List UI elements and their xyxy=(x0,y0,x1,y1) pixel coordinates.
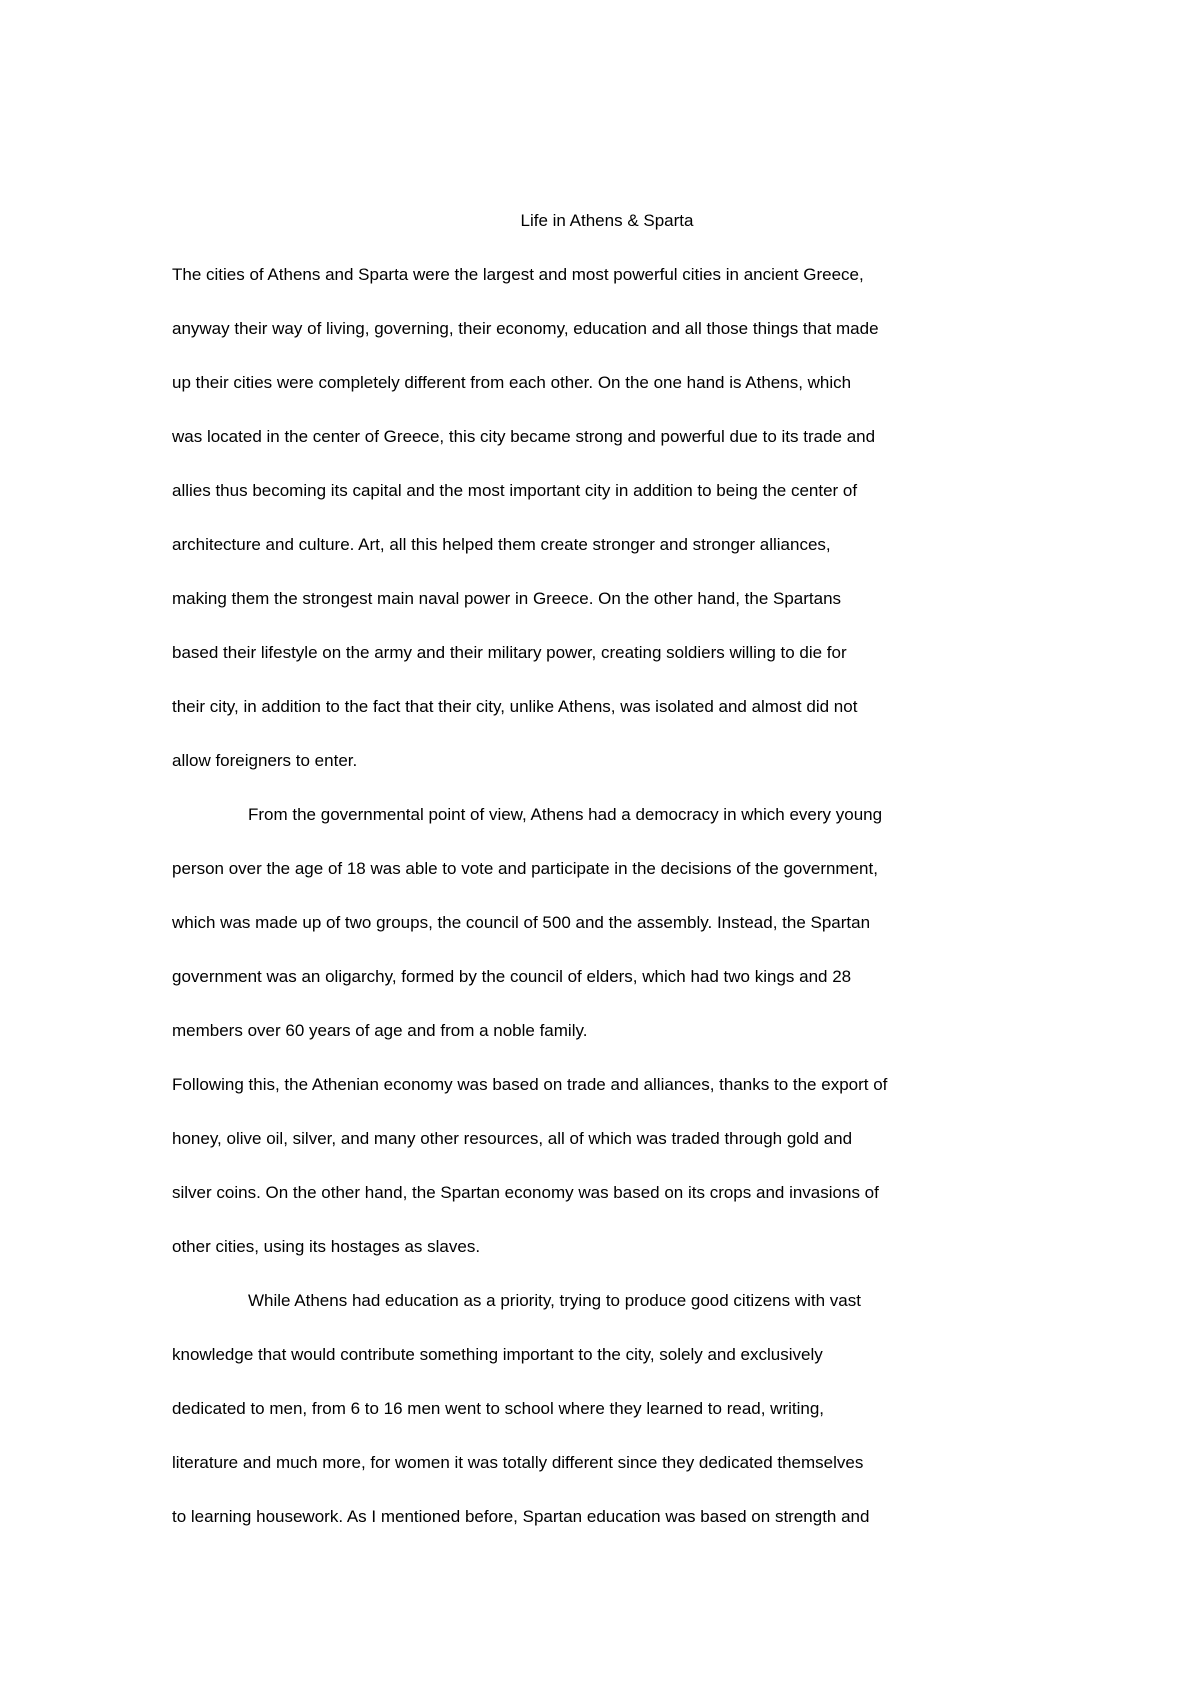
text-line: to learning housework. As I mentioned before, Spartan education was based on strength and xyxy=(172,1507,870,1526)
text-line: person over the age of 18 was able to vote and participate in the decisions of the government, xyxy=(172,859,878,878)
text-line: which was made up of two groups, the council of 500 and the assembly. Instead, the Spartan xyxy=(172,913,871,932)
text-line: architecture and culture. Art, all this helped them create stronger and stronger alliances, xyxy=(172,535,831,554)
text-line: members over 60 years of age and from a noble family. xyxy=(172,1021,588,1040)
text-line: up their cities were completely different from each other. On the one hand is Athens, which xyxy=(172,373,852,392)
text-line: anyway their way of living, governing, their economy, education and all those things that made xyxy=(172,319,879,338)
text-line: allies thus becoming its capital and the most important city in addition to being the center of xyxy=(172,481,858,500)
document-title: Life in Athens & Sparta xyxy=(520,211,694,230)
document-body xyxy=(172,194,1042,1544)
text-line: was located in the center of Greece, this city became strong and powerful due to its trade and xyxy=(172,427,876,446)
text-line: The cities of Athens and Sparta were the largest and most powerful cities in ancient Greece, xyxy=(172,265,864,284)
text-line: knowledge that would contribute something important to the city, solely and exclusively xyxy=(172,1345,823,1364)
text-line: allow foreigners to enter. xyxy=(172,751,358,770)
text-line: While Athens had education as a priority, trying to produce good citizens with vast xyxy=(248,1291,861,1310)
text-line: their city, in addition to the fact that their city, unlike Athens, was isolated and almost did not xyxy=(172,697,858,716)
text-line: literature and much more, for women it was totally different since they dedicated themselves xyxy=(172,1453,864,1472)
text-line: making them the strongest main naval power in Greece. On the other hand, the Spartans xyxy=(172,589,842,608)
text-line: silver coins. On the other hand, the Spartan economy was based on its crops and invasions of xyxy=(172,1183,879,1202)
text-line: From the governmental point of view, Athens had a democracy in which every young xyxy=(248,805,883,824)
text-line: government was an oligarchy, formed by the council of elders, which had two kings and 28 xyxy=(172,967,852,986)
text-line: other cities, using its hostages as slaves. xyxy=(172,1237,481,1256)
text-line: honey, olive oil, silver, and many other resources, all of which was traded through gold and xyxy=(172,1129,853,1148)
text-line: Following this, the Athenian economy was based on trade and alliances, thanks to the export of xyxy=(172,1075,888,1094)
text-line: dedicated to men, from 6 to 16 men went to school where they learned to read, writing, xyxy=(172,1399,825,1418)
document-text xyxy=(172,248,1042,1544)
text-line: based their lifestyle on the army and their military power, creating soldiers willing to die for xyxy=(172,643,847,662)
